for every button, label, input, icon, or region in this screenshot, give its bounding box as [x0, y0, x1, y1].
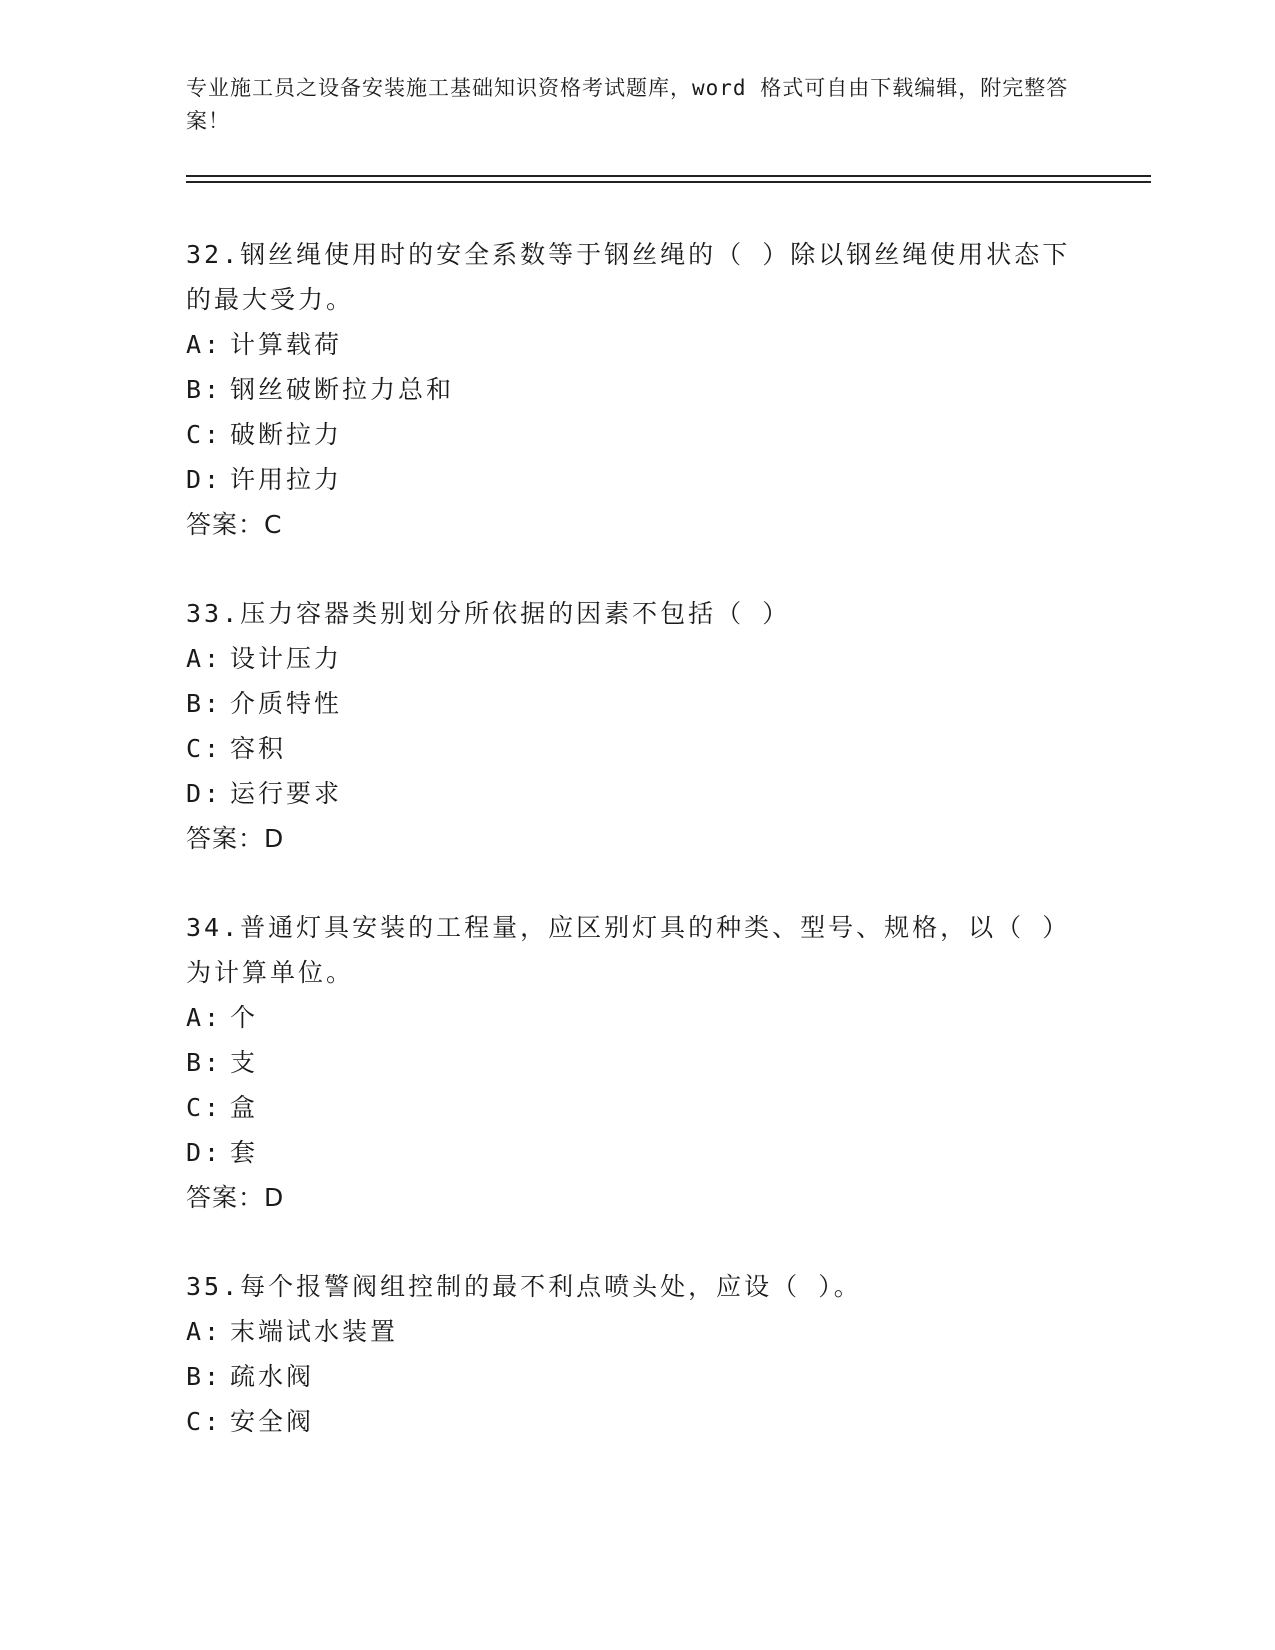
- option-c: [186, 1085, 1086, 1130]
- option-b: [186, 1354, 1086, 1399]
- question-35: [186, 1264, 1086, 1444]
- question-stem: 35.每个报警阀组控制的最不利点喷头处，应设（ ）。: [186, 1272, 862, 1301]
- option-key: B:: [186, 1362, 223, 1391]
- answer-line: 答案：C: [186, 510, 283, 539]
- answer-line: 答案：D: [186, 824, 285, 853]
- option-d: [186, 457, 1086, 502]
- option-text: 支: [230, 1048, 259, 1077]
- option-b: [186, 367, 1086, 412]
- question-34: [186, 905, 1086, 1220]
- option-key: C:: [186, 1407, 223, 1436]
- option-a: [186, 636, 1086, 681]
- question-33: [186, 591, 1086, 861]
- option-text: 介质特性: [230, 689, 343, 718]
- question-stem: 32.钢丝绳使用时的安全系数等于钢丝绳的（ ）除以钢丝绳使用状态下的最大受力。: [186, 240, 1071, 314]
- option-text: 设计压力: [230, 644, 343, 673]
- option-key: B:: [186, 375, 223, 404]
- option-text: 运行要求: [230, 779, 343, 808]
- option-text: 计算载荷: [230, 330, 343, 359]
- option-text: 破断拉力: [230, 420, 343, 449]
- option-key: A:: [186, 644, 223, 673]
- header-divider-top: [186, 175, 1151, 177]
- option-key: B:: [186, 1048, 223, 1077]
- option-text: 个: [230, 1003, 259, 1032]
- option-key: C:: [186, 420, 223, 449]
- option-b: [186, 681, 1086, 726]
- answer-line: 答案：D: [186, 1183, 285, 1212]
- option-text: 安全阀: [230, 1407, 315, 1436]
- option-a: [186, 1309, 1086, 1354]
- option-key: A:: [186, 1317, 223, 1346]
- option-key: C:: [186, 734, 223, 763]
- question-stem: 33.压力容器类别划分所依据的因素不包括（ ）: [186, 599, 791, 628]
- option-text: 容积: [230, 734, 287, 763]
- option-text: 钢丝破断拉力总和: [230, 375, 455, 404]
- option-c: [186, 726, 1086, 771]
- option-text: 套: [230, 1138, 259, 1167]
- option-key: D:: [186, 465, 223, 494]
- option-c: [186, 1399, 1086, 1444]
- option-key: B:: [186, 689, 223, 718]
- question-list: [186, 232, 1086, 1488]
- option-d: [186, 1130, 1086, 1175]
- question-stem: 34.普通灯具安装的工程量，应区别灯具的种类、型号、规格，以（ ）为计算单位。: [186, 913, 1071, 987]
- option-key: D:: [186, 779, 223, 808]
- option-a: [186, 322, 1086, 367]
- header-divider-bottom: [186, 181, 1151, 183]
- option-d: [186, 771, 1086, 816]
- option-text: 末端试水装置: [230, 1317, 399, 1346]
- option-text: 盒: [230, 1093, 259, 1122]
- option-b: [186, 1040, 1086, 1085]
- option-key: D:: [186, 1138, 223, 1167]
- option-key: A:: [186, 330, 223, 359]
- option-text: 疏水阀: [230, 1362, 315, 1391]
- option-key: A:: [186, 1003, 223, 1032]
- option-key: C:: [186, 1093, 223, 1122]
- document-header: 专业施工员之设备安装施工基础知识资格考试题库，word 格式可自由下载编辑，附完整答案！: [186, 76, 1069, 133]
- option-c: [186, 412, 1086, 457]
- option-a: [186, 995, 1086, 1040]
- option-text: 许用拉力: [230, 465, 343, 494]
- question-32: [186, 232, 1086, 547]
